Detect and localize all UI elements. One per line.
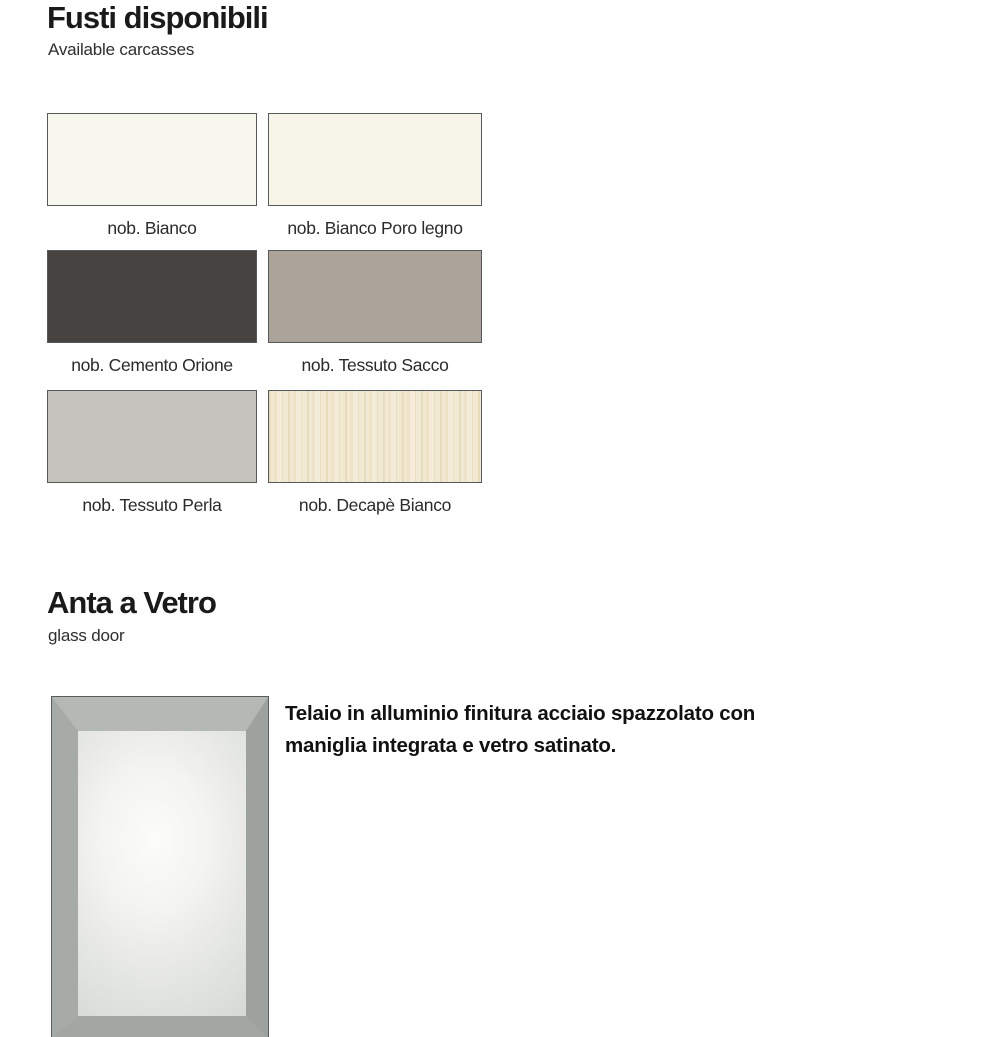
- swatch-color-decape-bianco: [268, 390, 482, 483]
- swatch-label: nob. Decapè Bianco: [298, 495, 452, 515]
- swatch-cell-bianco: [47, 113, 257, 239]
- glass-door-section-subtitle: glass door: [48, 626, 125, 645]
- swatch-label: nob. Tessuto Sacco: [301, 355, 449, 375]
- swatch-cell-decape-bianco: [268, 390, 482, 516]
- carcasses-section-title: Fusti disponibili: [47, 0, 268, 35]
- swatch-label: nob. Bianco Poro legno: [287, 218, 463, 238]
- glass-door-image: [52, 697, 268, 1037]
- swatch-label: nob. Bianco: [107, 218, 197, 238]
- swatch-cell-tessuto-sacco: [268, 250, 482, 376]
- swatch-color-cemento-orione: [47, 250, 257, 343]
- glass-door-description: Telaio in alluminio finitura acciaio spazzolato con maniglia integrata e vetro satinato.: [285, 702, 756, 757]
- swatch-label: nob. Cemento Orione: [71, 355, 233, 375]
- swatch-label: nob. Tessuto Perla: [82, 495, 222, 515]
- swatch-cell-tessuto-perla: [47, 390, 257, 516]
- swatch-cell-cemento-orione: [47, 250, 257, 376]
- swatch-color-tessuto-perla: [47, 390, 257, 483]
- carcasses-section-subtitle: Available carcasses: [48, 40, 195, 59]
- glass-door-frosted-panel: [78, 731, 246, 1016]
- swatch-color-bianco: [47, 113, 257, 206]
- swatch-color-tessuto-sacco: [268, 250, 482, 343]
- glass-door-section-title: Anta a Vetro: [47, 585, 216, 620]
- swatch-color-bianco-poro-legno: [268, 113, 482, 206]
- swatch-cell-bianco-poro-legno: [268, 113, 482, 239]
